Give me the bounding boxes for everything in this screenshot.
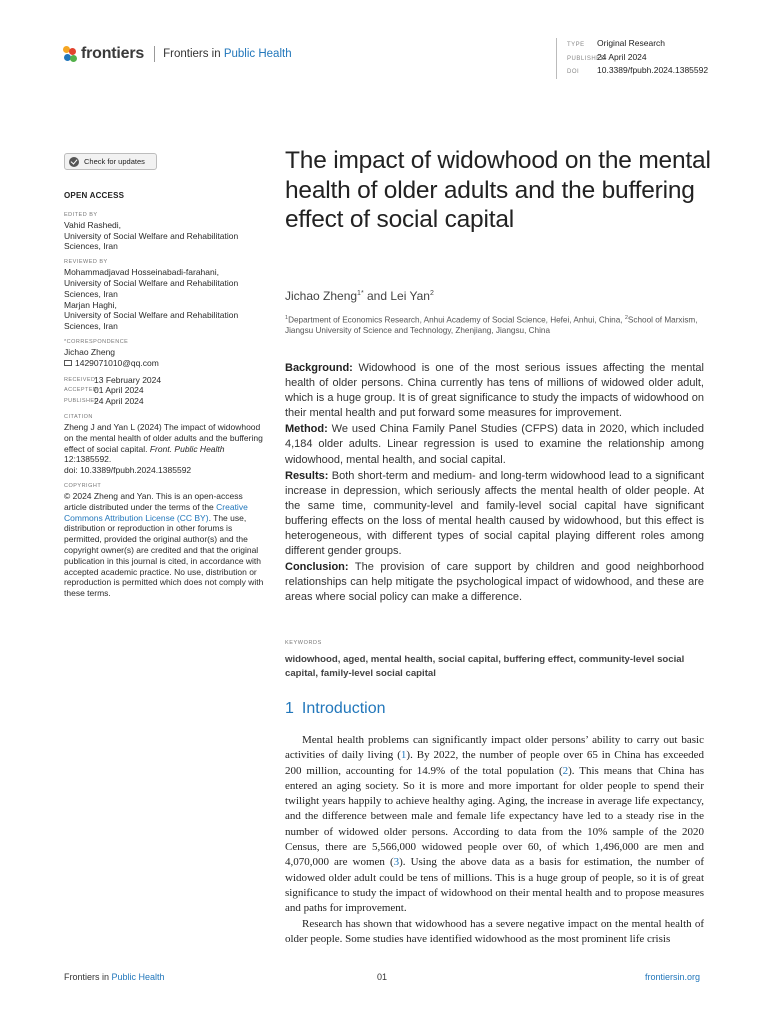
authors: Jichao Zheng$^{1*}$ and Lei Yan$^2$ xyxy=(285,289,434,303)
open-access-label: OPEN ACCESS xyxy=(64,191,125,200)
edited-by-block xyxy=(64,211,264,252)
paragraph: Research has shown that widowhood has a severe negative impact on the mental health of older people. Some studies have identified widowhood as the most prominent life crisis xyxy=(285,917,704,945)
reviewer-affiliation: University of Social Welfare and Rehabilitation Sciences, Iran xyxy=(64,310,239,332)
reviewed-by-block xyxy=(64,258,264,332)
meta-doi-label: DOI xyxy=(567,69,580,75)
affiliations: $^1$Department of Economics Research, Anhui Academy of Social Science, Hefei, Anhui, China, $^2$School of Marxism, Jiangsu University of Science and Technology, Zhenjiang, Jiangsu, China xyxy=(285,315,698,336)
abstract-background: Background: Widowhood is one of the most serious issues affecting the mental health of older persons. China currently has tens of millions of widowed older adult, which is a huge group. It is of great significance to study the impacts of widowhood on their mental health and put forward some measures for improvement. xyxy=(285,362,704,420)
published-date: 24 April 2024 xyxy=(94,396,144,407)
meta-published: 24 April 2024 xyxy=(597,51,647,62)
meta-type: Original Research xyxy=(597,38,666,48)
frontiers-logo-icon xyxy=(63,46,77,62)
author-name[interactable]: Jichao Zheng xyxy=(285,289,358,303)
reference-link[interactable]: 2 xyxy=(562,764,569,777)
editor-affiliation: University of Social Welfare and Rehabilitation Sciences, Iran xyxy=(64,230,239,252)
citation-doi[interactable]: doi: 10.3389/fpubh.2024.1385592 xyxy=(64,465,192,476)
cc-by-license-link[interactable]: Creative Commons Attribution License (CC BY) xyxy=(64,501,248,523)
copyright-label: COPYRIGHT xyxy=(64,482,102,489)
reviewer-name: Marjan Haghi, xyxy=(64,299,117,310)
keywords-label: KEYWORDS xyxy=(285,640,322,646)
header-divider xyxy=(154,46,155,62)
affiliation-1: Department of Economics Research, Anhui Academy of Social Science, Hefei, Anhui, China, xyxy=(288,315,625,325)
check-for-updates-label: Check for updates xyxy=(84,157,145,166)
footer-journal[interactable]: Frontiers in Public Health xyxy=(64,972,165,982)
envelope-icon xyxy=(64,360,72,366)
reviewed-by-label: REVIEWED BY xyxy=(64,259,108,266)
correspondence-label: *CORRESPONDENCE xyxy=(64,338,129,345)
frontiers-logo[interactable] xyxy=(63,44,292,64)
received-date: 13 February 2024 xyxy=(94,374,162,385)
section-heading-introduction: 1 Introduction xyxy=(285,700,386,717)
published-label: PUBLISHED xyxy=(64,398,99,405)
affiliation-2: School of Marxism, Jiangsu University of Science and Technology, Zhenjiang, Jiangsu, China xyxy=(285,315,698,336)
copyright-text: © 2024 Zheng and Yan. This is an open-access article distributed under the terms of the Creative Commons Attribution License (CC BY). The use, distribution or reproduction in other forums is permitted, provided the original author(s) and the copyright owner(s) are credited and that the original publication in this journal is cited, in accordance with accepted academic practice. No use, distribution or reproduction is permitted which does not comply with these terms. xyxy=(64,490,264,599)
keywords: widowhood, aged, mental health, social capital, buffering effect, community-level social capital, family-level social capital xyxy=(285,654,685,679)
correspondence-name: Jichao Zheng xyxy=(64,346,116,357)
footer-site-link[interactable]: frontiersin.org xyxy=(645,972,701,982)
paragraph: Mental health problems can significantly impact older persons’ ability to carry out basic activities of daily living (1). By 2022, the number of people over 65 in China has exceeded 200 million, accounting for 14.9% of the total population (2). This means that China has entered an aging society. So it is more and more important for older people to spend their twilight years happily to achieve healthy aging. Aging, the increase in average life expectancy, and the difference between male and female life expectancy have led to a steady rise in the number of widowed older persons. According to data from the 10% sample of the 2020 Census, there are 5,566,000 widowed people over 60, of which 1,496,000 are men and 4,070,000 are women (3). Using the above data as a basis for estimation, the number of widowed older adult could be tens of millions. This is a huge group of people, so it is of great significance to study the impact of widowhood on their mental health and to propose measures and paths for improvement. xyxy=(285,734,704,915)
introduction-body xyxy=(285,733,704,947)
page-number: 01 xyxy=(377,972,388,982)
abstract-conclusion: Conclusion: The provision of care support by children and good neighborhood relationships can help mitigate the psychological impact of widowhood, and these are areas where social policy can make a difference. xyxy=(285,561,704,604)
meta-published-label: PUBLISHED xyxy=(567,55,606,62)
abstract xyxy=(285,361,704,607)
abstract-method: Method: We used China Family Panel Studies (CFPS) data in 2020, which included 4,184 older adults. Linear regression is used to examine the relationship among widowhood, mental health, and social capital. xyxy=(285,423,704,466)
copyright-block xyxy=(64,482,264,599)
article-meta xyxy=(556,38,708,79)
edited-by-label: EDITED BY xyxy=(64,211,98,218)
reference-link[interactable]: 1 xyxy=(400,749,407,762)
accepted-date: 01 April 2024 xyxy=(94,385,144,396)
journal-name[interactable]: Frontiers in Public Health xyxy=(163,48,292,60)
citation-block xyxy=(64,413,264,476)
reviewer-affiliation: University of Social Welfare and Rehabilitation Sciences, Iran xyxy=(64,277,239,299)
editor-name: Vahid Rashedi, xyxy=(64,219,122,230)
correspondence-block xyxy=(64,338,264,369)
citation-text: Zheng J and Yan L (2024) The impact of widowhood on the mental health of older adults and the buffering effect of social capital. Front. Public Health 12:1385592. xyxy=(64,421,263,465)
received-label: RECEIVED xyxy=(64,376,96,383)
meta-type-label: TYPE xyxy=(567,42,585,48)
brand-name: frontiers xyxy=(81,45,145,62)
abstract-results: Results: Both short-term and medium- and long-term widowhood lead to a significant increase in depression, which seriously affects the mental health of older people. At the same time, community-level and family-level social capital have significant buffering effects on the loss of mental health caused by widowhood, but this effect is heterogeneous, with different types of social capital playing different roles among different gender groups. xyxy=(285,469,704,558)
reference-link[interactable]: 3 xyxy=(393,856,400,869)
accepted-label: ACCEPTED xyxy=(64,387,98,394)
reviewer-name: Mohammadjavad Hosseinabadi-farahani, xyxy=(64,267,219,278)
correspondence-email-row[interactable] xyxy=(64,358,264,369)
dates-block xyxy=(64,375,264,407)
check-for-updates-button[interactable] xyxy=(64,153,157,170)
citation-label: CITATION xyxy=(64,413,93,420)
check-icon xyxy=(69,157,79,167)
article-title: The impact of widowhood on the mental health of older adults and the buffering effect of social capital xyxy=(285,147,711,233)
sidebar xyxy=(64,191,264,605)
author-name[interactable]: Lei Yan xyxy=(390,289,430,303)
correspondence-email[interactable]: 1429071010@qq.com xyxy=(75,357,159,368)
meta-doi[interactable]: 10.3389/fpubh.2024.1385592 xyxy=(597,65,709,75)
